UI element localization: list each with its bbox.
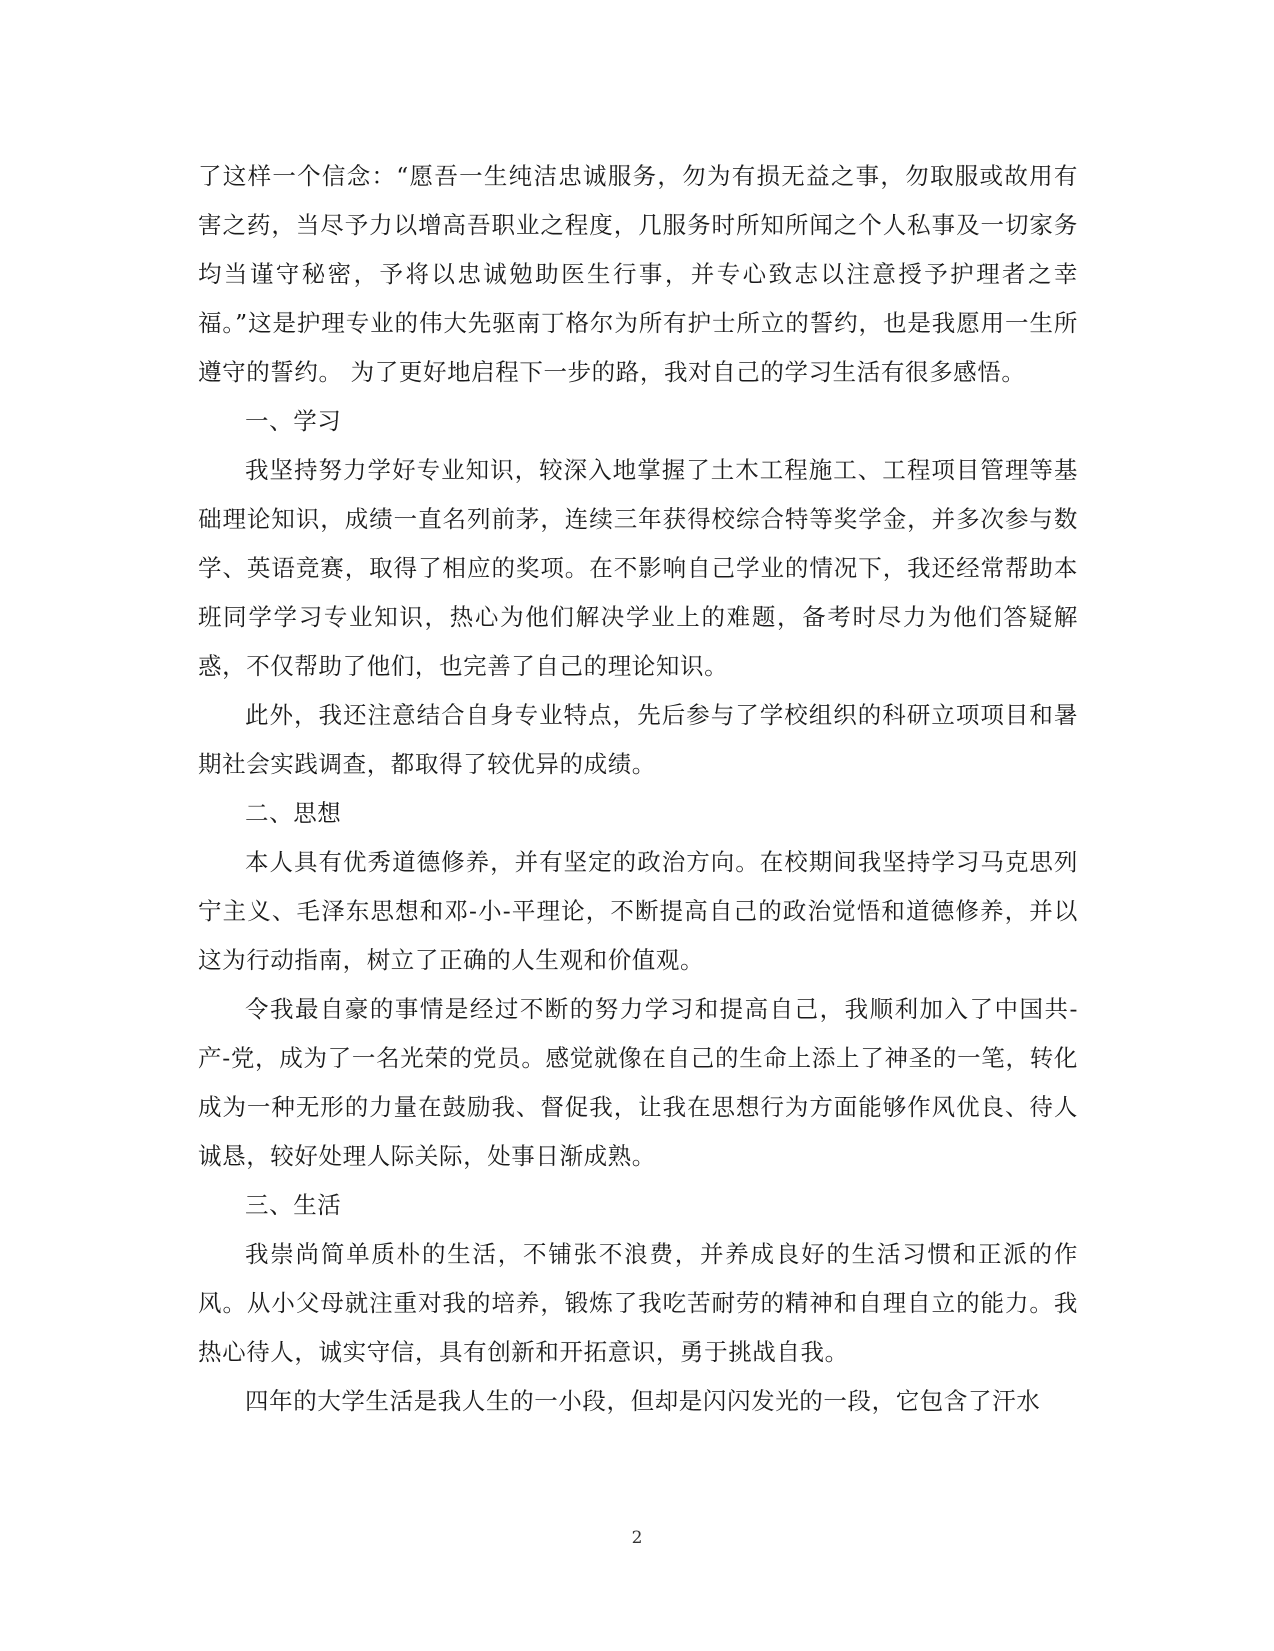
document-body <box>198 152 1078 1426</box>
paragraph-party: 令我最自豪的事情是经过不断的努力学习和提高自己，我顺利加入了中国共-产-党，成为了一名光荣的党员。感觉就像在自己的生命上添上了神圣的一笔，转化成为一种无形的力量在鼓励我、督促我，让我在思想行为方面能够作风优良、待人诚恳，较好处理人际关际，处事日渐成熟。 <box>198 995 1078 1170</box>
paragraph-life: 我崇尚简单质朴的生活，不铺张不浪费，并养成良好的生活习惯和正派的作风。从小父母就注重对我的培养，锻炼了我吃苦耐劳的精神和自理自立的能力。我热心待人，诚实守信，具有创新和开拓意识，勇于挑战自我。 <box>198 1240 1078 1366</box>
paragraph-oath: 了这样一个信念：“愿吾一生纯洁忠诚服务，勿为有损无益之事，勿取服或故用有害之药，当尽予力以增高吾职业之程度，几服务时所知所闻之个人私事及一切家务均当谨守秘密，予将以忠诚勉助医生行事，并专心致志以注意授予护理者之幸福。”这是护理专业的伟大先驱南丁格尔为所有护士所立的誓约，也是我愿用一生所遵守的誓约。 为了更好地启程下一步的路，我对自己的学习生活有很多感悟。 <box>198 162 1078 386</box>
paragraph-university: 四年的大学生活是我人生的一小段，但却是闪闪发光的一段，它包含了汗水 <box>245 1387 1041 1415</box>
section-heading-life: 三、生活 <box>245 1191 342 1219</box>
page-number: 2 <box>631 1528 643 1548</box>
paragraph-thought: 本人具有优秀道德修养，并有坚定的政治方向。在校期间我坚持学习马克思列宁主义、毛泽东思想和邓-小-平理论，不断提高自己的政治觉悟和道德修养，并以这为行动指南，树立了正确的人生观和价值观。 <box>198 848 1078 974</box>
paragraph-study: 我坚持努力学好专业知识，较深入地掌握了土木工程施工、工程项目管理等基础理论知识，成绩一直名列前茅，连续三年获得校综合特等奖学金，并多次参与数学、英语竞赛，取得了相应的奖项。在不影响自己学业的情况下，我还经常帮助本班同学学习专业知识，热心为他们解决学业上的难题，备考时尽力为他们答疑解惑，不仅帮助了他们，也完善了自己的理论知识。 <box>198 456 1078 680</box>
section-heading-study: 一、学习 <box>245 407 342 435</box>
section-heading-thought: 二、思想 <box>245 799 342 827</box>
paragraph-research: 此外，我还注意结合自身专业特点，先后参与了学校组织的科研立项项目和暑期社会实践调查，都取得了较优异的成绩。 <box>198 701 1078 778</box>
